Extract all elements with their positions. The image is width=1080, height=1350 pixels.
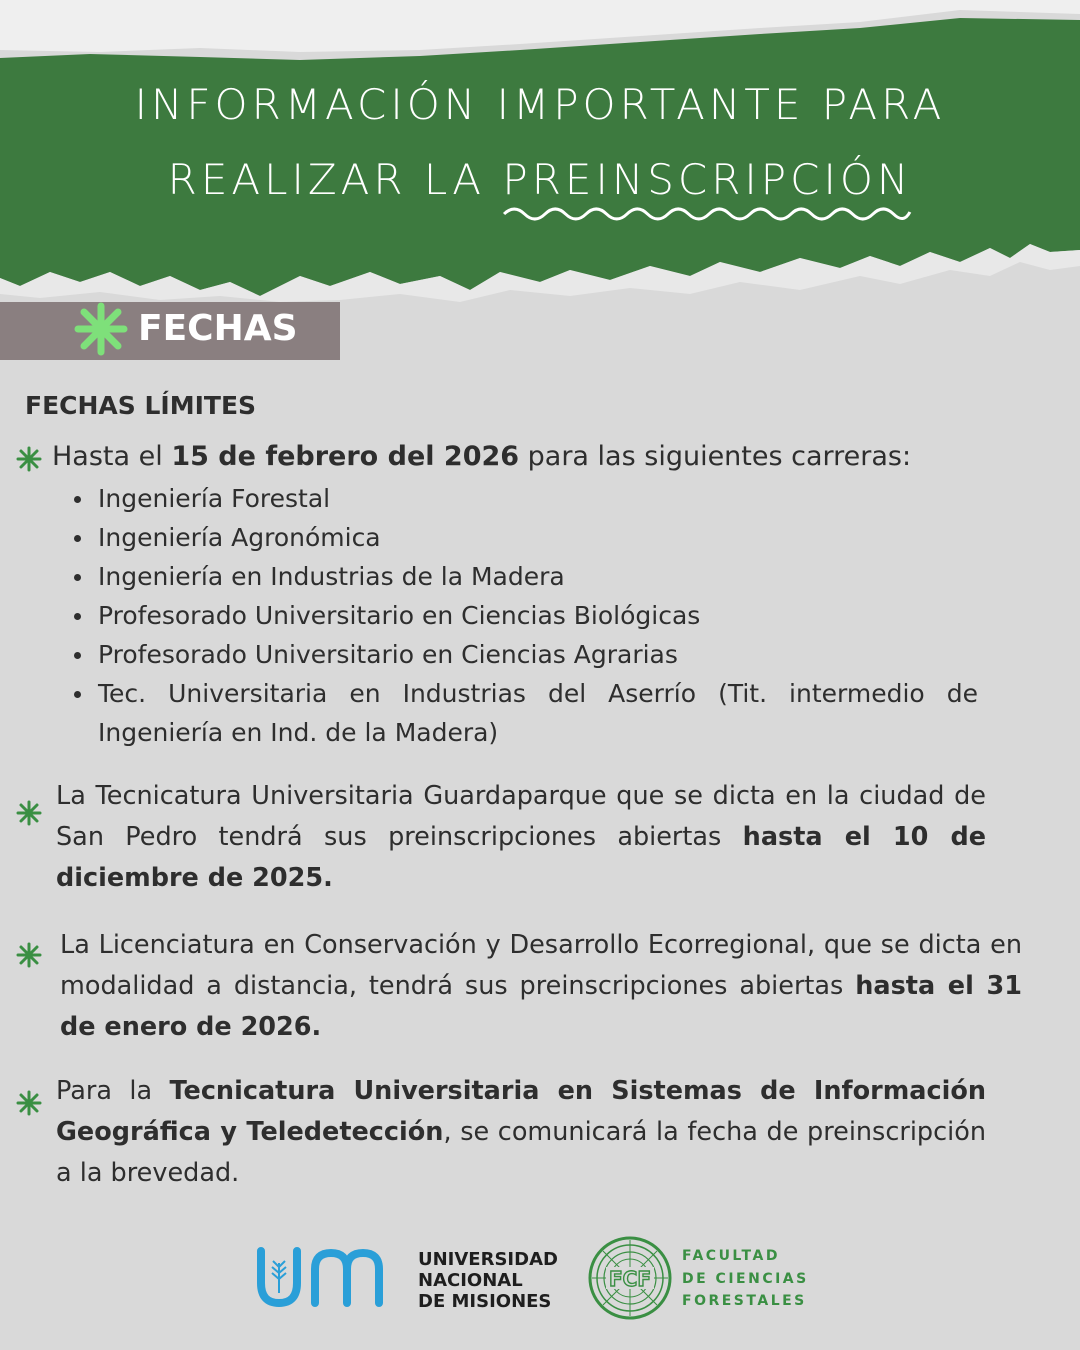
fcf-wordmark <box>682 1245 809 1313</box>
deadline-paragraph-1 <box>52 440 911 474</box>
deadline-1-pre: Hasta el <box>52 441 172 472</box>
asterisk-icon <box>16 800 42 826</box>
career-item: Tec. Universitaria en Industrias del Aserrío (Tit. intermedio de Ingeniería en Ind. de la Madera) <box>98 674 978 752</box>
deadline-paragraph-2 <box>56 776 986 899</box>
career-item: Ingeniería Agronómica <box>98 518 978 557</box>
deadline-4-program: Tecnicatura Universitaria en Sistemas de Información Geográfica y Teledetección <box>56 1076 986 1147</box>
deadline-paragraph-4 <box>56 1071 986 1194</box>
unam-wordmark <box>418 1249 558 1312</box>
career-item: Profesorado Universitario en Ciencias Agrarias <box>98 635 978 674</box>
deadline-3-date: hasta el 31 de enero de 2026. <box>60 971 1022 1042</box>
unam-logo <box>255 1245 395 1309</box>
asterisk-icon <box>16 446 42 472</box>
careers-list <box>98 479 978 752</box>
unam-line-1: UNIVERSIDAD <box>418 1249 558 1270</box>
title-underlined-word <box>502 155 912 204</box>
deadline-4-post: , se comunicará la fecha de preinscripción a la brevedad. <box>56 1117 986 1188</box>
asterisk-icon <box>16 1090 42 1116</box>
career-item: Profesorado Universitario en Ciencias Biológicas <box>98 596 978 635</box>
fcf-logo-text: FCF <box>608 1267 652 1291</box>
asterisk-icon <box>74 302 128 356</box>
title-line-2 <box>0 155 1080 204</box>
unam-line-3: DE MISIONES <box>418 1291 552 1312</box>
deadline-3-text: La Licenciatura en Conservación y Desarrollo Ecorregional, que se dicta en modalidad a distancia, tendrá sus preinscripciones abiertas <box>60 930 1022 1001</box>
section-tag-label: FECHAS <box>138 308 298 349</box>
fcf-line-1: FACULTAD <box>682 1248 780 1264</box>
wavy-underline <box>502 200 912 226</box>
asterisk-icon <box>16 942 42 968</box>
title-line-2-prefix: REALIZAR LA <box>167 155 503 204</box>
deadline-2-date: hasta el 10 de diciembre de 2025. <box>56 822 987 893</box>
fcf-line-3: FORESTALES <box>682 1293 807 1309</box>
deadline-2-text: La Tecnicatura Universitaria Guardaparque que se dicta en la ciudad de San Pedro tendrá sus preinscripciones abiertas <box>56 781 986 852</box>
fcf-line-2: DE CIENCIAS <box>682 1270 809 1287</box>
deadline-1-post: para las siguientes carreras: <box>519 441 912 472</box>
fcf-logo <box>588 1236 672 1320</box>
unam-line-2: NACIONAL <box>418 1270 523 1291</box>
title-underlined-text: PREINSCRIPCIÓN <box>502 155 913 204</box>
deadline-4-pre: Para la <box>56 1076 170 1106</box>
subtitle-fechas-limites: FECHAS LÍMITES <box>25 391 257 420</box>
career-item: Ingeniería Forestal <box>98 479 978 518</box>
deadline-1-date: 15 de febrero del 2026 <box>171 441 520 472</box>
career-item: Ingeniería en Industrias de la Madera <box>98 557 978 596</box>
deadline-paragraph-3 <box>60 925 1022 1048</box>
title-line-1: INFORMACIÓN IMPORTANTE PARA <box>134 80 946 129</box>
